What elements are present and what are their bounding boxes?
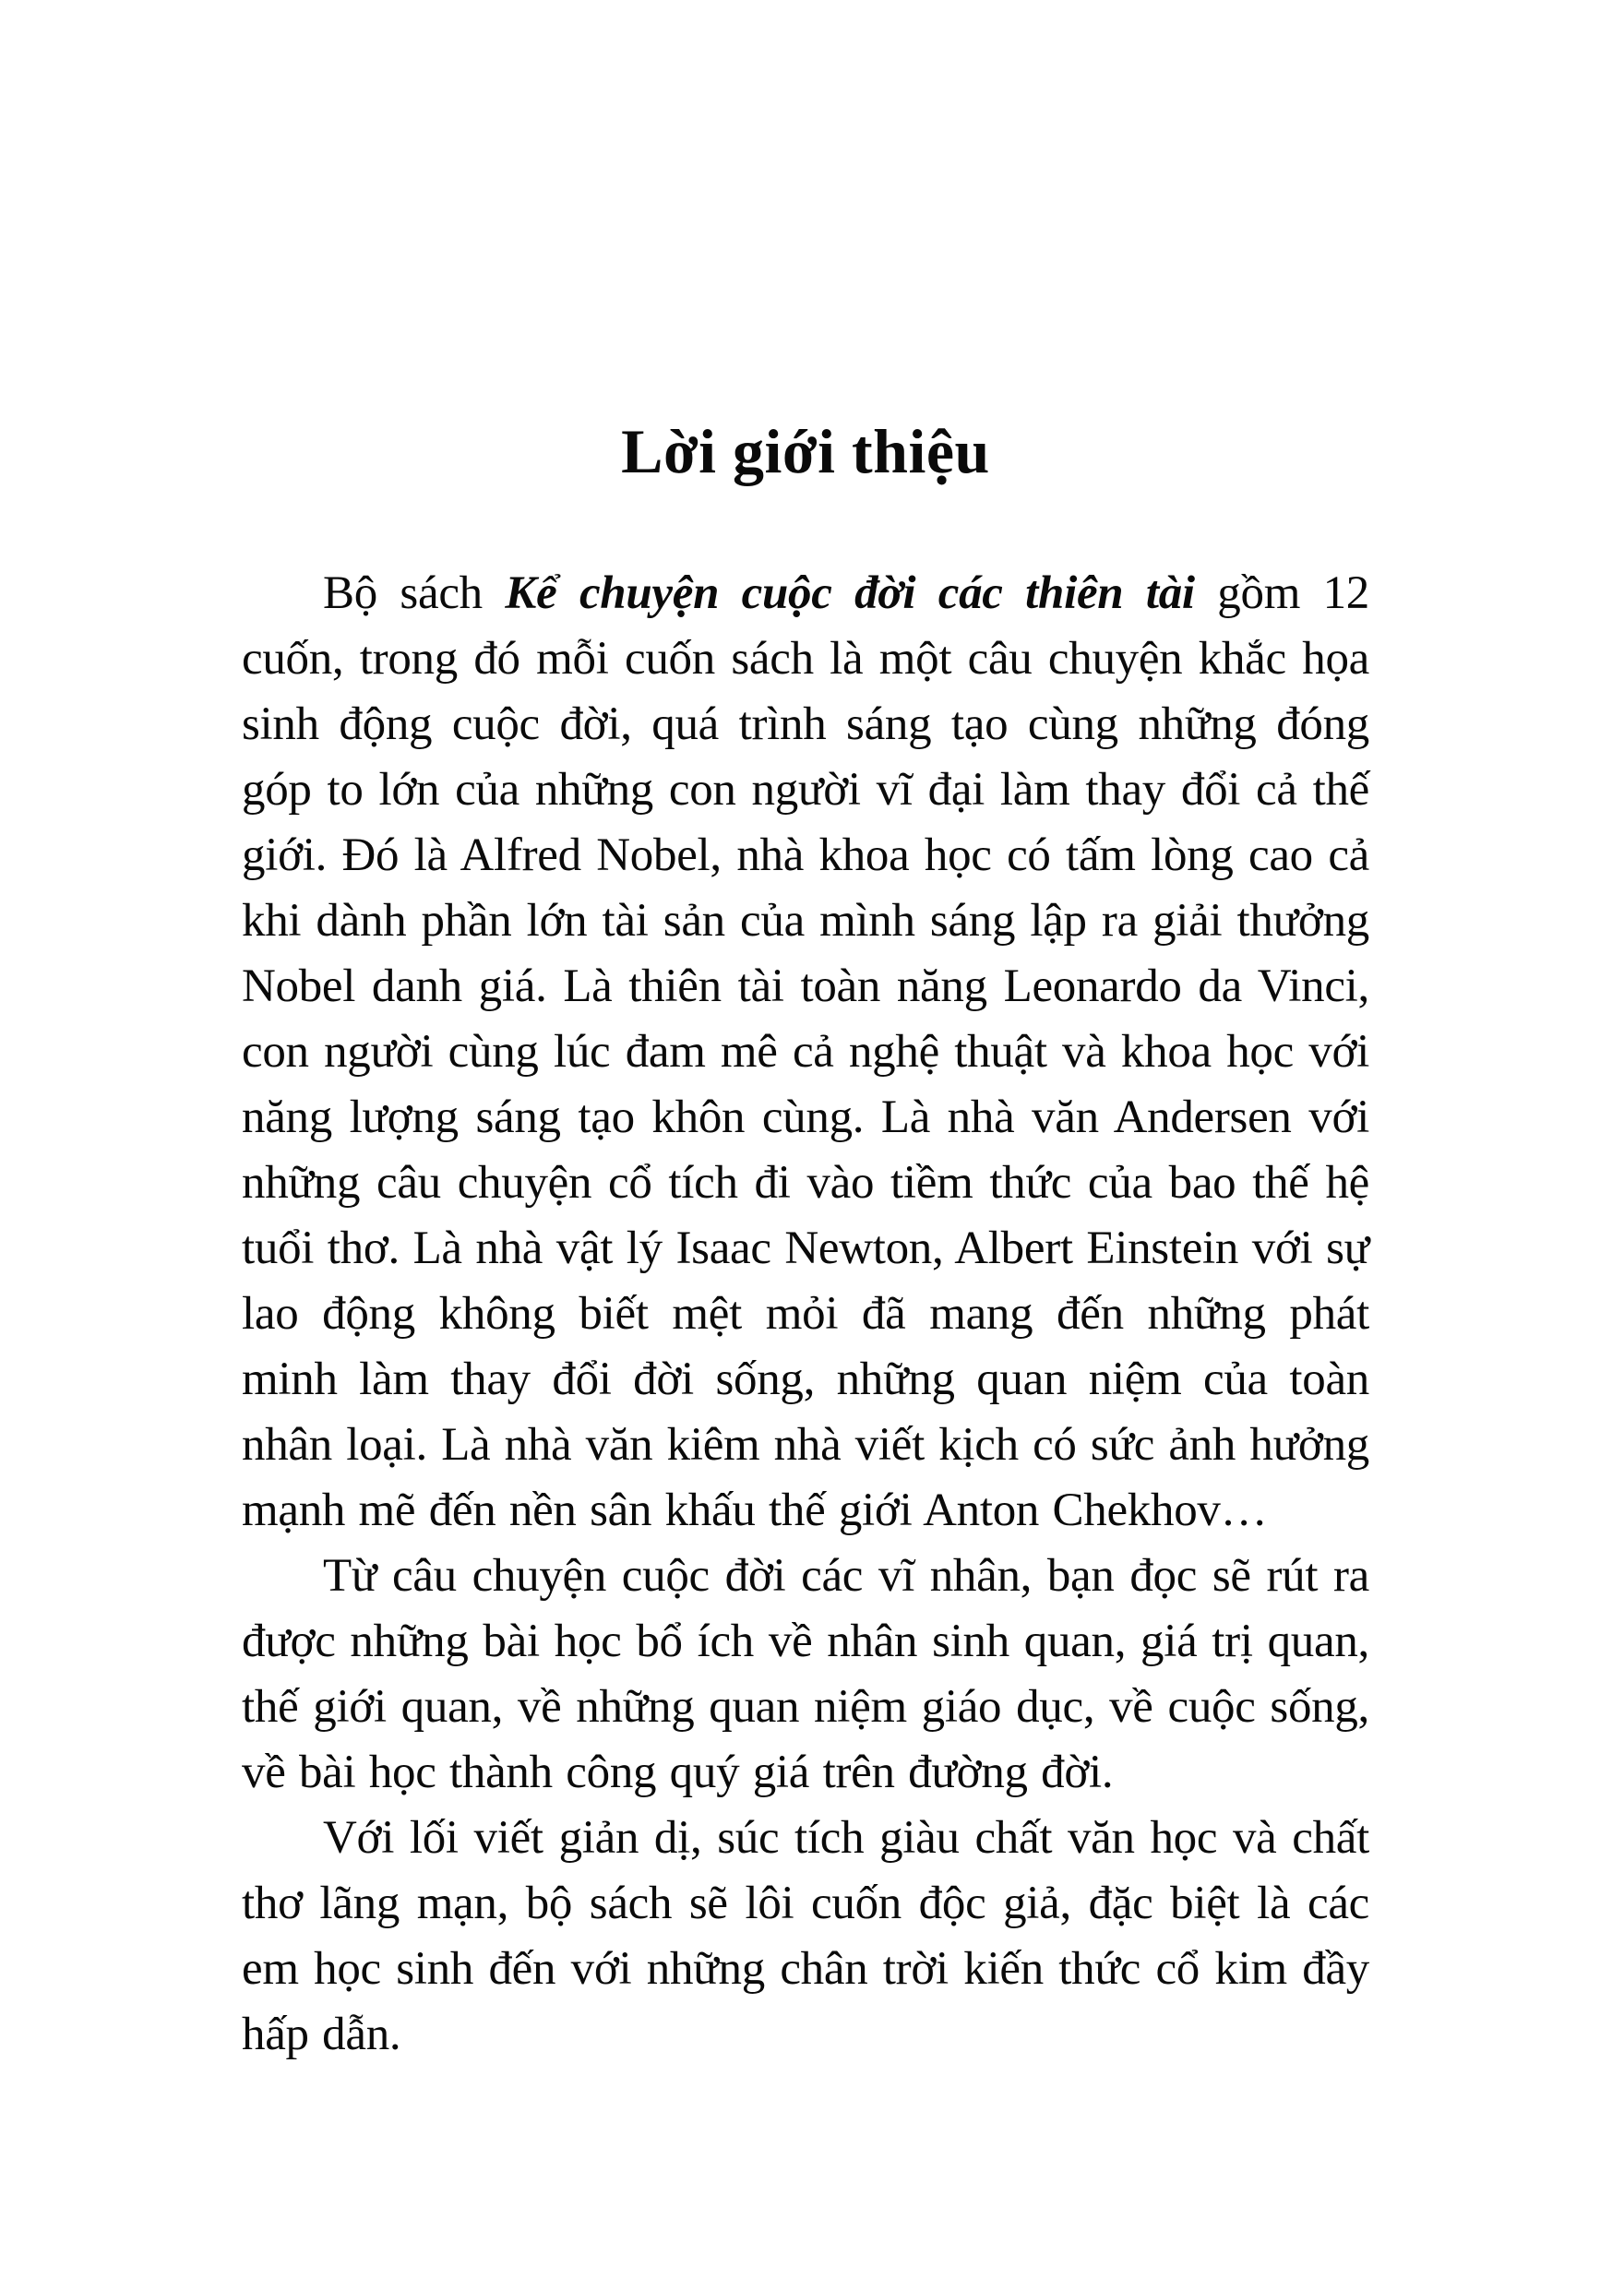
paragraph-style: Với lối viết giản dị, súc tích giàu chất văn học và chất thơ lãng mạn, bộ sách sẽ lôi cuốn độc giả, đặc biệt là các em học sinh đến với những chân trời kiến thức cổ kim đầy hấp dẫn.: [242, 1812, 1369, 2060]
page-title: Lời giới thiệu: [621, 416, 990, 486]
page-content: [242, 413, 1369, 2068]
paragraph-intro-rest: gồm 12 cuốn, trong đó mỗi cuốn sách là một câu chuyện khắc họa sinh động cuộc đời, quá trình sáng tạo cùng những đóng góp to lớn của những con người vĩ đại làm thay đổi cả thế giới. Đó là Alfred Nobel, nhà khoa học có tấm lòng cao cả khi dành phần lớn tài sản của mình sáng lập ra giải thưởng Nobel danh giá. Là thiên tài toàn năng Leonardo da Vinci, con người cùng lúc đam mê cả nghệ thuật và khoa học với năng lượng sáng tạo khôn cùng. Là nhà văn Andersen với những câu chuyện cổ tích đi vào tiềm thức của bao thế hệ tuổi thơ. Là nhà vật lý Isaac Newton, Albert Einstein với sự lao động không biết mệt mỏi đã mang đến những phát minh làm thay đổi đời sống, những quan niệm của toàn nhân loại. Là nhà văn kiêm nhà viết kịch có sức ảnh hưởng mạnh mẽ đến nền sân khấu thế giới Anton Chekhov…: [242, 567, 1369, 1536]
paragraph-lessons: Từ câu chuyện cuộc đời các vĩ nhân, bạn đọc sẽ rút ra được những bài học bổ ích về nhân sinh quan, giá trị quan, thế giới quan, về những quan niệm giáo dục, về cuộc sống, về bài học thành công quý giá trên đường đời.: [242, 1550, 1369, 1798]
paragraph-intro: [242, 561, 1369, 1544]
paragraph-intro-prefix: Bộ sách: [323, 567, 506, 619]
series-title-emphasis: Kể chuyện cuộc đời các thiên tài: [505, 567, 1195, 619]
